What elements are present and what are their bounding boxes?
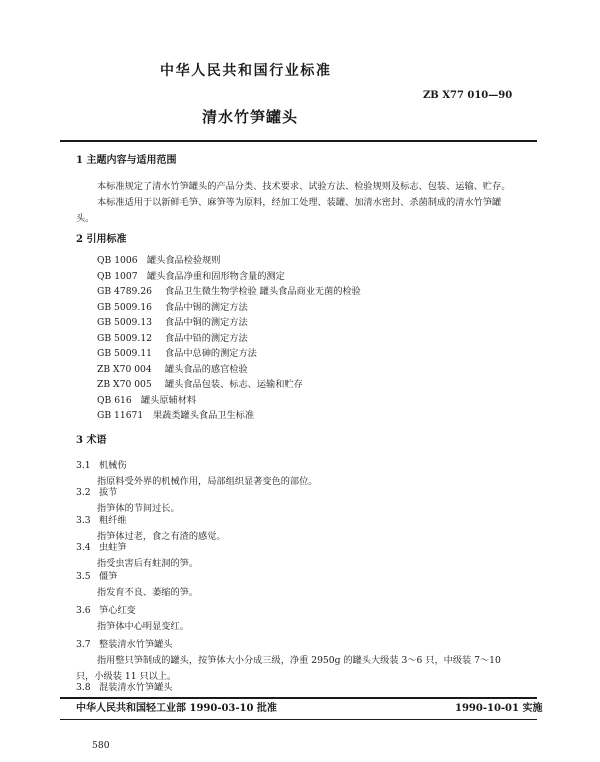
term-definition: 指用整只笋制成的罐头，按笋体大小分成三级，净重 2950g 的罐头大级装 3～6 只，中级装 7～10 [97, 655, 501, 666]
term-name: 虫蛀笋 [99, 542, 127, 553]
reference-title: 罐头食品的感官检验 [165, 363, 248, 375]
reference-title: 食品卫生微生物学检验 罐头食品商业无菌的检验 [165, 286, 361, 297]
term-number: 3.6 [76, 605, 91, 616]
document-title: 清水竹笋罐头 [202, 108, 299, 126]
reference-code: GB 5009.13 [97, 317, 153, 328]
reference-title: 罐头原辅材料 [141, 394, 197, 406]
reference-title: 食品中锡的测定方法 [165, 301, 248, 313]
reference-title: 罐头食品包装、标志、运输和贮存 [165, 379, 303, 390]
reference-code: ZB X70 005 [97, 379, 152, 390]
approval-line: 中华人民共和国轻工业部 1990-03-10 批准 [76, 703, 277, 714]
issuer-title: 中华人民共和国行业标准 [160, 63, 332, 79]
reference-title: 食品中铜的测定方法 [165, 317, 248, 328]
reference-code: QB 1007 [97, 270, 138, 282]
header-rule [60, 140, 537, 142]
term-name: 粗纤维 [99, 515, 127, 526]
footer-rule-top [60, 697, 537, 699]
term-number: 3.2 [76, 487, 91, 498]
term-definition: 指受虫害后有蛀洞的笋。 [97, 558, 199, 569]
term-number: 3.5 [76, 571, 91, 582]
term-definition: 指原料受外界的机械作用，局部组织显著变色的部位。 [97, 476, 318, 487]
term-name: 混装清水竹笋罐头 [99, 682, 173, 693]
term-name: 笋心红变 [99, 605, 136, 616]
reference-title: 食品中总砷的测定方法 [165, 348, 257, 359]
reference-code: ZB X70 004 [97, 363, 152, 375]
term-definition: 指笋体的节间过长。 [97, 503, 180, 514]
reference-code: GB 4789.26 [97, 286, 153, 297]
term-definition: 指笋体过老，食之有渣的感觉。 [97, 531, 226, 542]
term-name: 僵笋 [99, 571, 118, 582]
section-1-para-2-cont: 头。 [76, 213, 95, 224]
section-1-para-2: 本标准适用于以新鲜毛笋、麻笋等为原料，经加工处理、装罐、加清水密封、杀菌制成的清水竹笋罐 [97, 197, 502, 208]
term-name: 整装清水竹笋罐头 [99, 639, 173, 650]
section-3-heading: 3 术语 [76, 435, 107, 446]
term-number: 3.8 [76, 682, 91, 693]
term-number: 3.4 [76, 542, 91, 553]
reference-code: GB 5009.16 [97, 301, 153, 313]
reference-title: 果蔬类罐头食品卫生标准 [153, 410, 255, 421]
term-number: 3.3 [76, 515, 91, 526]
term-number: 3.7 [76, 639, 91, 650]
reference-title: 罐头食品净重和固形物含量的测定 [147, 270, 285, 282]
term-number: 3.1 [76, 460, 91, 471]
reference-code: GB 5009.11 [97, 348, 153, 359]
term-definition-cont: 只，小级装 11 只以上。 [76, 671, 177, 682]
section-1-para-1: 本标准规定了清水竹笋罐头的产品分类、技术要求、试验方法、检验规则及标志、包装、运输、贮存。 [97, 181, 511, 192]
effective-date: 1990-10-01 实施 [455, 703, 543, 714]
reference-code: QB 616 [97, 394, 132, 406]
term-name: 机械伤 [99, 460, 127, 471]
term-definition: 指发育不良、萎缩的笋。 [97, 587, 199, 598]
term-name: 拔节 [99, 487, 118, 498]
reference-code: QB 1006 [97, 255, 138, 266]
reference-code: GB 5009.12 [97, 332, 153, 344]
standard-code: ZB X77 010—90 [423, 90, 513, 101]
section-2-heading: 2 引用标准 [76, 234, 127, 245]
reference-title: 食品中铅的测定方法 [165, 332, 248, 344]
section-1-heading: 1 主题内容与适用范围 [76, 155, 177, 166]
reference-title: 罐头食品检验规则 [147, 255, 221, 266]
reference-code: GB 11671 [97, 410, 144, 421]
term-definition: 指笋体中心明显变红。 [97, 621, 189, 632]
page-number: 580 [92, 740, 110, 751]
footer-rule-bottom [60, 719, 537, 720]
